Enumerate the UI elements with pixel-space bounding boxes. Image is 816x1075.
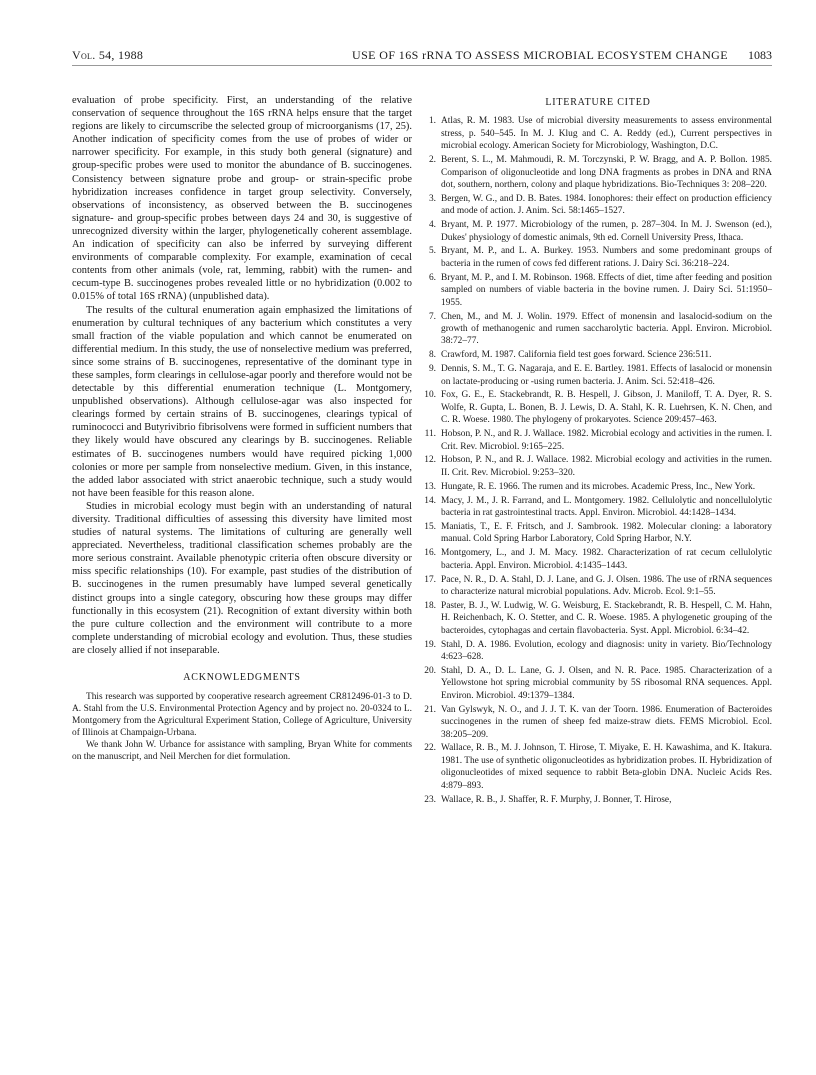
reference-item <box>424 547 772 572</box>
reference-text: Hobson, P. N., and R. J. Wallace. 1982. Microbial ecology and activities in the rumen. I. Crit. Rev. Microbiol. 9:165–225. <box>441 429 772 452</box>
reference-number: 9. <box>428 364 436 375</box>
reference-number: 19. <box>424 639 436 650</box>
reference-text: Pace, N. R., D. A. Stahl, D. J. Lane, and G. J. Olsen. 1986. The use of rRNA sequences to characterize natural microbial populations. Adv. Microb. Ecol. 9:1–55. <box>441 574 772 598</box>
reference-number: 15. <box>424 522 436 532</box>
volume-label: Vol. 54, 1988 <box>72 48 144 62</box>
reference-text: Bryant, M. P., and L. A. Burkey. 1953. Numbers and some predominant groups of bacteria in the rumen of cows fed different rations. J. Dairy Sci. 36:218–224. <box>441 246 772 269</box>
reference-text: Wallace, R. B., M. J. Johnson, T. Hirose, T. Miyake, E. H. Kawashima, and K. Itakura. 1981. The use of synthetic oligonucleotides as hybridization probes. II. Hybridization of oligonucleotides of mixed sequence to rabbit Beta-globin DNA. Nucleic Acids Res. 4:879–893. <box>441 743 773 791</box>
reference-text: Macy, J. M., J. R. Farrand, and L. Montgomery. 1982. Cellulolytic and noncellulolytic bacteria in rat gastrointestinal tracts. Appl. Environ. Microbiol. 44:1428–1434. <box>441 495 772 519</box>
reference-number: 3. <box>428 193 436 204</box>
left-column <box>72 94 412 763</box>
reference-number: 20. <box>424 665 436 676</box>
reference-number: 6. <box>428 272 436 283</box>
reference-number: 17. <box>424 574 436 585</box>
reference-number: 22. <box>424 743 436 754</box>
reference-text: Van Gylswyk, N. O., and J. J. T. K. van der Toorn. 1986. Enumeration of Bacteroides succinogenes in the rumen of sheep fed maize-straw diets. FEMS Microbiol. Ecol. 38:205–209. <box>441 704 772 740</box>
reference-item <box>424 794 772 806</box>
reference-number: 8. <box>428 350 436 361</box>
reference-number: 5. <box>428 246 436 257</box>
reference-text: Stahl, D. A. 1986. Evolution, ecology and diagnosis: unity in variety. Bio/Technology 4:623–628. <box>441 639 772 663</box>
reference-item <box>424 600 772 637</box>
reference-item <box>424 704 772 741</box>
reference-item <box>424 389 772 426</box>
running-header <box>72 48 772 66</box>
reference-number: 21. <box>424 704 436 715</box>
reference-number: 18. <box>424 600 436 611</box>
reference-item <box>424 272 772 309</box>
reference-number: 14. <box>424 495 436 506</box>
acknowledgment-paragraph: This research was supported by cooperative research agreement CR812496-01-3 to D. A. Stahl from the U.S. Environmental Protection Agency and by project no. 20-0324 to L. Montgomery from the Agricultural Experiment Station, College of Agriculture, University of Illinois at Champaign-Urbana. <box>72 692 412 739</box>
reference-number: 23. <box>424 794 436 805</box>
reference-text: Crawford, M. 1987. California field test goes forward. Science 236:511. <box>441 350 712 361</box>
reference-number: 4. <box>428 220 436 231</box>
reference-text: Chen, M., and M. J. Wolin. 1979. Effect of monensin and lasalocid-sodium on the growth of methanogenic and rumen saccharolytic bacteria. Appl. Environ. Microbiol. 38:72–77. <box>441 311 772 347</box>
reference-item <box>424 481 772 493</box>
reference-number: 11. <box>424 429 436 440</box>
reference-text: Hungate, R. E. 1966. The rumen and its microbes. Academic Press, Inc., New York. <box>441 481 756 492</box>
reference-number: 16. <box>424 548 436 559</box>
reference-text: Bergen, W. G., and D. B. Bates. 1984. Ionophores: their effect on production efficiency and mode of action. J. Anim. Sci. 58:1465–1527. <box>441 193 772 217</box>
reference-text: Wallace, R. B., J. Shaffer, R. F. Murphy, J. Bonner, T. Hirose, <box>441 794 672 805</box>
reference-item <box>424 665 772 702</box>
literature-cited-heading: LITERATURE CITED <box>545 97 651 108</box>
reference-text: Berent, S. L., M. Mahmoudi, R. M. Torczynski, P. W. Bragg, and A. P. Bollon. 1985. Comparison of oligonucleotide and long DNA fragments as probes in DNA and RNA dot, southern, northern, colony and plaque hybridizations. Bio-Techniques 3: 208–220. <box>441 155 772 190</box>
reference-text: Fox, G. E., E. Stackebrandt, R. B. Hespell, J. Gibson, J. Maniloff, T. A. Dyer, R. S. Wolfe, R. Gupta, L. Bonen, B. J. Lewis, D. A. Stahl, K. R. Luehrsen, K. N. Chen, and C. R. Woese. 1980. The phylogeny of prokaryotes. Science 209:457–463. <box>441 390 772 426</box>
reference-number: 2. <box>428 155 436 166</box>
reference-item <box>424 245 772 270</box>
reference-text: Paster, B. J., W. Ludwig, W. G. Weisburg, E. Stackebrandt, R. B. Hespell, C. M. Hahn, H. Reichenbach, K. O. Stetter, and C. R. Woese. 1985. A phylogenetic grouping of the bacteroides, cytophagas and certain flavobacteria. Syst. Appl. Microbiol. 6:34–42. <box>441 600 772 636</box>
running-title: USE OF 16S rRNA TO ASSESS MICROBIAL ECOSYSTEM CHANGE <box>352 48 728 62</box>
reference-text: Stahl, D. A., D. L. Lane, G. J. Olsen, and N. R. Pace. 1985. Characterization of a Yellowstone hot spring microbial community by 5S ribosomal RNA sequences. Appl. Environ. Microbiol. 49:1379–1384. <box>441 665 772 701</box>
reference-item <box>424 495 772 520</box>
reference-item <box>424 311 772 348</box>
page-number: 1083 <box>748 48 772 62</box>
reference-number: 10. <box>424 390 436 401</box>
reference-item <box>424 639 772 664</box>
right-column <box>424 94 772 807</box>
reference-item <box>424 193 772 218</box>
reference-item <box>424 115 772 152</box>
reference-text: Atlas, R. M. 1983. Use of microbial diversity measurements to assess environmental stress, p. 540–545. In M. J. Klug and C. A. Reddy (ed.), Current perspectives in microbial ecology. American Society for Microbiology, Washington, D.C. <box>441 116 772 152</box>
reference-item <box>424 454 772 479</box>
reference-text: Bryant, M. P., and I. M. Robinson. 1968. Effects of diet, time after feeding and position sampled on numbers of viable bacteria in the bovine rumen. J. Dairy Sci. 51:1950–1955. <box>441 272 772 308</box>
reference-item <box>424 219 772 244</box>
reference-item <box>424 521 772 546</box>
reference-text: Montgomery, L., and J. M. Macy. 1982. Characterization of rat cecum cellulolytic bacteria. Appl. Environ. Microbiol. 4:1435–1443. <box>441 548 772 571</box>
reference-text: Hobson, P. N., and R. J. Wallace. 1982. Microbial ecology and activities in the rumen. II. Crit. Rev. Microbiol. 9:253–320. <box>441 455 772 478</box>
reference-text: Maniatis, T., E. F. Fritsch, and J. Sambrook. 1982. Molecular cloning: a laboratory manual. Cold Spring Harbor Laboratory, Cold Spring Harbor, N.Y. <box>441 522 772 545</box>
reference-number: 13. <box>424 481 436 492</box>
body-paragraph: evaluation of probe specificity. First, an understanding of the relative conservation of sequence throughout the 16S rRNA helps ensure that the target regions are likely to circumscribe the selected group of microorganisms (17, 25). Another indication of specificity comes from the use of probes of wider or narrower specificity. For example, in this study both general (signature) and group-specific probes were used to monitor the abundance of B. succinogenes. Consistency between signature probe and group- or strain-specific probe hybridization increases confidence in target group selectivity. Conversely, observations of inconsistency, as observed between the B. succinogenes signature- and group-specific probes between days 24 and 30, is suggestive of unrecognized diversity within the larger, phylogenetically coherent assemblage. An indication of specificity can also be inferred by surveying different environments of comparable complexity. For example, examination of cecal contents from other animals (vole, rat, lemming, rabbit) with the rumen- and cecum-type B. succinogenes probes revealed little or no hybridization (0.002 to 0.015% of total 16S rRNA) (unpublished data). <box>72 95 412 303</box>
reference-number: 1. <box>428 116 436 127</box>
reference-item <box>424 154 772 191</box>
reference-item <box>424 742 772 792</box>
body-paragraph: Studies in microbial ecology must begin with an understanding of natural diversity. Traditional difficulties of assessing this diversity have limited most studies of natural systems. The limitations of culturing are generally well appreciated. Nevertheless, traditional classification schemes probably are the more serious constraint. Available phenotypic criteria often obscure diversity or miss specific relationships (10). For example, past studies of the distribution of B. succinogenes in the rumen presumably have lumped several genetically distinct groups into a single category, obscuring how these groups may differ functionally in this ecosystem (21). Recognition of extant diversity within both the pure culture collection and the environment will contribute to a more complete understanding of microbial ecology and evolution. Thus, these studies are closely allied if not inseparable. <box>72 500 412 656</box>
reference-number: 12. <box>424 455 436 466</box>
reference-item <box>424 428 772 453</box>
reference-item <box>424 349 772 361</box>
acknowledgments-heading: ACKNOWLEDGMENTS <box>183 672 301 684</box>
reference-text: Bryant, M. P. 1977. Microbiology of the rumen, p. 287–304. In M. J. Swenson (ed.), Dukes' physiology of domestic animals, 9th ed. Cornell University Press, Ithaca. <box>441 220 772 243</box>
reference-number: 7. <box>428 311 436 322</box>
acknowledgment-paragraph: We thank John W. Urbance for assistance with sampling, Bryan White for comments on the manuscript, and Neil Merchen for diet formulation. <box>72 740 412 763</box>
reference-text: Dennis, S. M., T. G. Nagaraja, and E. E. Bartley. 1981. Effects of lasalocid or monensin on lactate-producing or -using rumen bacteria. J. Anim. Sci. 52:418–426. <box>441 364 772 387</box>
reference-list <box>424 115 772 806</box>
reference-item <box>424 363 772 388</box>
reference-item <box>424 574 772 599</box>
body-paragraph: The results of the cultural enumeration again emphasized the limitations of enumeration by cultural techniques of any bacterium which constitutes a very small fraction of the viable population and which cannot be enumerated on differential medium. In this study, the use of nonselective medium was preferred, since some strains of B. succinogenes, representative of the dominant type in these samples, form clearings in cellulose-agar poorly and therefore would not be detectable by this differential enumeration technique (L. Montgomery, unpublished observations). Although cellulose-agar was also inspected for clearings formed by certain strains of B. succinogenes, clearings typical of ruminococci and Butyrivibrio fibrisolvens were formed in sufficient numbers that they likely would have obscured any clearings by B. succinogenes. Reliable estimates of B. succinogenes numbers would have required picking 1,000 colonies or more per sample from nonselective medium. Given, in this instance, the added labor associated with strict anaerobic technique, such a study would not have been feasible for this reason alone. <box>72 304 412 499</box>
